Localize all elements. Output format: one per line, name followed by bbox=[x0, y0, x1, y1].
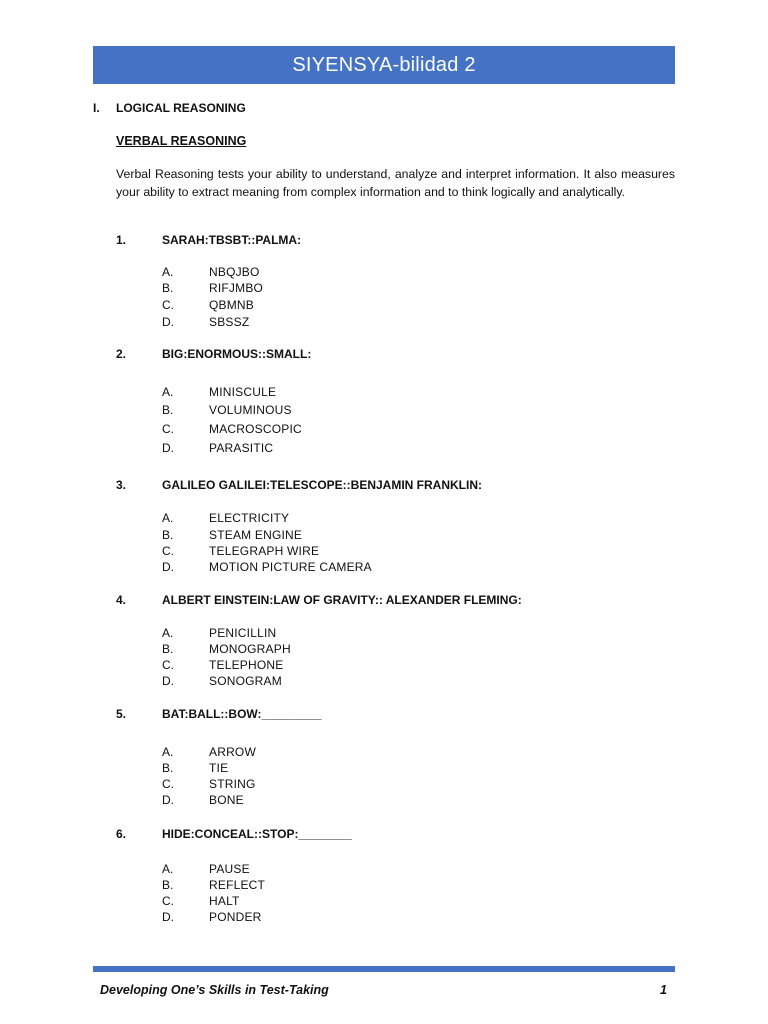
option-letter: C. bbox=[162, 422, 174, 436]
option-text: REFLECT bbox=[209, 878, 266, 892]
section-heading bbox=[93, 101, 246, 115]
question-number: 2. bbox=[116, 347, 127, 361]
option-letter: B. bbox=[162, 403, 174, 417]
option-letter: D. bbox=[162, 910, 174, 924]
option-letter: D. bbox=[162, 793, 174, 807]
subheading: VERBAL REASONING bbox=[116, 134, 247, 148]
document-title: SIYENSYA-bilidad 2 bbox=[292, 53, 476, 76]
option-letter: D. bbox=[162, 441, 174, 455]
question-text: SARAH:TBSBT::PALMA: bbox=[162, 233, 302, 247]
option-text: NBQJBO bbox=[209, 265, 260, 279]
option-letter: D. bbox=[162, 315, 174, 329]
option-letter: D. bbox=[162, 560, 174, 574]
option-text: BONE bbox=[209, 793, 244, 807]
option-letter: B. bbox=[162, 642, 174, 656]
footer-divider bbox=[93, 966, 675, 972]
page-number: 1 bbox=[660, 983, 667, 997]
option-text: PONDER bbox=[209, 910, 262, 924]
question-text: BIG:ENORMOUS::SMALL: bbox=[162, 347, 312, 361]
question-text: ALBERT EINSTEIN:LAW OF GRAVITY:: ALEXANDER FLEMING: bbox=[162, 593, 522, 607]
footer-text: Developing One’s Skills in Test-Taking bbox=[100, 983, 329, 997]
option-text: MOTION PICTURE CAMERA bbox=[209, 560, 372, 574]
option-text: MACROSCOPIC bbox=[209, 422, 302, 436]
option-letter: B. bbox=[162, 878, 174, 892]
option-text: TIE bbox=[209, 761, 229, 775]
option-text: HALT bbox=[209, 894, 240, 908]
option-text: TELEPHONE bbox=[209, 658, 284, 672]
document-title-banner bbox=[93, 46, 675, 84]
option-text: STRING bbox=[209, 777, 256, 791]
option-letter: C. bbox=[162, 544, 174, 558]
option-letter: B. bbox=[162, 281, 174, 295]
question-number: 4. bbox=[116, 593, 127, 607]
option-letter: A. bbox=[162, 862, 174, 876]
option-text: PAUSE bbox=[209, 862, 250, 876]
section-title: LOGICAL REASONING bbox=[116, 101, 246, 115]
option-letter: C. bbox=[162, 777, 174, 791]
option-text: PARASITIC bbox=[209, 441, 274, 455]
option-text: ARROW bbox=[209, 745, 256, 759]
option-text: ELECTRICITY bbox=[209, 511, 290, 525]
question-number: 1. bbox=[116, 233, 127, 247]
option-text: SONOGRAM bbox=[209, 674, 282, 688]
option-letter: D. bbox=[162, 674, 174, 688]
option-text: MONOGRAPH bbox=[209, 642, 291, 656]
option-text: VOLUMINOUS bbox=[209, 403, 292, 417]
option-text: STEAM ENGINE bbox=[209, 528, 303, 542]
option-letter: B. bbox=[162, 761, 174, 775]
option-letter: C. bbox=[162, 894, 174, 908]
question-number: 3. bbox=[116, 478, 127, 492]
option-text: PENICILLIN bbox=[209, 626, 277, 640]
option-letter: C. bbox=[162, 658, 174, 672]
option-text: SBSSZ bbox=[209, 315, 250, 329]
question-number: 5. bbox=[116, 707, 127, 721]
option-letter: A. bbox=[162, 745, 174, 759]
question-text: HIDE:CONCEAL::STOP:________ bbox=[162, 827, 352, 841]
option-letter: A. bbox=[162, 265, 174, 279]
option-letter: A. bbox=[162, 626, 174, 640]
option-letter: A. bbox=[162, 385, 174, 399]
section-number: I. bbox=[93, 101, 100, 115]
option-text: TELEGRAPH WIRE bbox=[209, 544, 320, 558]
option-letter: B. bbox=[162, 528, 174, 542]
option-text: QBMNB bbox=[209, 298, 255, 312]
option-text: RIFJMBO bbox=[209, 281, 264, 295]
option-letter: A. bbox=[162, 511, 174, 525]
intro-paragraph: Verbal Reasoning tests your ability to understand, analyze and interpret information. It also measures your ability to extract meaning from complex information and to think logically and analytically. bbox=[116, 167, 675, 199]
question-text: BAT:BALL::BOW:_________ bbox=[162, 707, 322, 721]
question-number: 6. bbox=[116, 827, 127, 841]
question-text: GALILEO GALILEI:TELESCOPE::BENJAMIN FRANKLIN: bbox=[162, 478, 482, 492]
option-text: MINISCULE bbox=[209, 385, 277, 399]
option-letter: C. bbox=[162, 298, 174, 312]
